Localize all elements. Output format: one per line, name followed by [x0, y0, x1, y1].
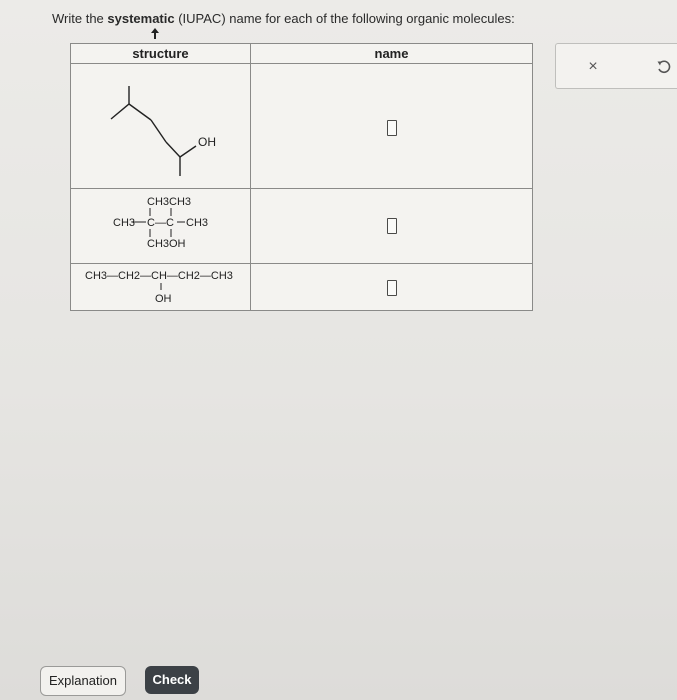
condensed-structure-3: [71, 264, 250, 310]
table-header-row: [71, 44, 533, 64]
table-row: [71, 64, 533, 189]
header-name-label: name: [374, 46, 409, 61]
prompt-prefix: Write the: [52, 11, 108, 26]
mouse-cursor-icon: [148, 27, 162, 41]
top-substituents: CH3CH3: [147, 196, 192, 208]
hydroxyl-label: OH: [198, 135, 216, 149]
explanation-button[interactable]: Explanation: [40, 666, 126, 696]
left-methyl: CH3: [113, 217, 136, 229]
check-button[interactable]: Check: [145, 666, 199, 694]
answer-input-3[interactable]: [387, 280, 397, 296]
question-prompt: [52, 11, 515, 26]
table-row: [71, 189, 533, 264]
answer-input-1[interactable]: [387, 120, 397, 136]
main-chain: CH3—CH2—CH—CH2—CH3: [85, 270, 233, 282]
prompt-suffix: (IUPAC) name for each of the following organic molecules:: [174, 11, 515, 26]
skeletal-structure: [71, 64, 250, 188]
bottom-substituent: CH3OH: [147, 238, 186, 250]
header-name: [251, 44, 533, 64]
structure-cell-3: [71, 264, 251, 311]
undo-icon[interactable]: [655, 58, 673, 76]
hydroxyl-sub: OH: [155, 293, 172, 305]
name-cell-3: [251, 264, 533, 311]
structure-cell-2: [71, 189, 251, 264]
table-row: [71, 264, 533, 311]
structure-cell-1: [71, 64, 251, 189]
name-cell-2: [251, 189, 533, 264]
answer-input-2[interactable]: [387, 218, 397, 234]
carbon-chain: C—C: [147, 217, 174, 229]
header-structure: structure: [71, 44, 251, 64]
right-methyl: CH3: [186, 217, 209, 229]
prompt-emphasis: systematic: [107, 11, 175, 26]
molecule-table: [70, 43, 533, 311]
condensed-structure-2: [71, 189, 250, 263]
name-cell-1: [251, 64, 533, 189]
close-icon[interactable]: ×: [588, 58, 598, 75]
